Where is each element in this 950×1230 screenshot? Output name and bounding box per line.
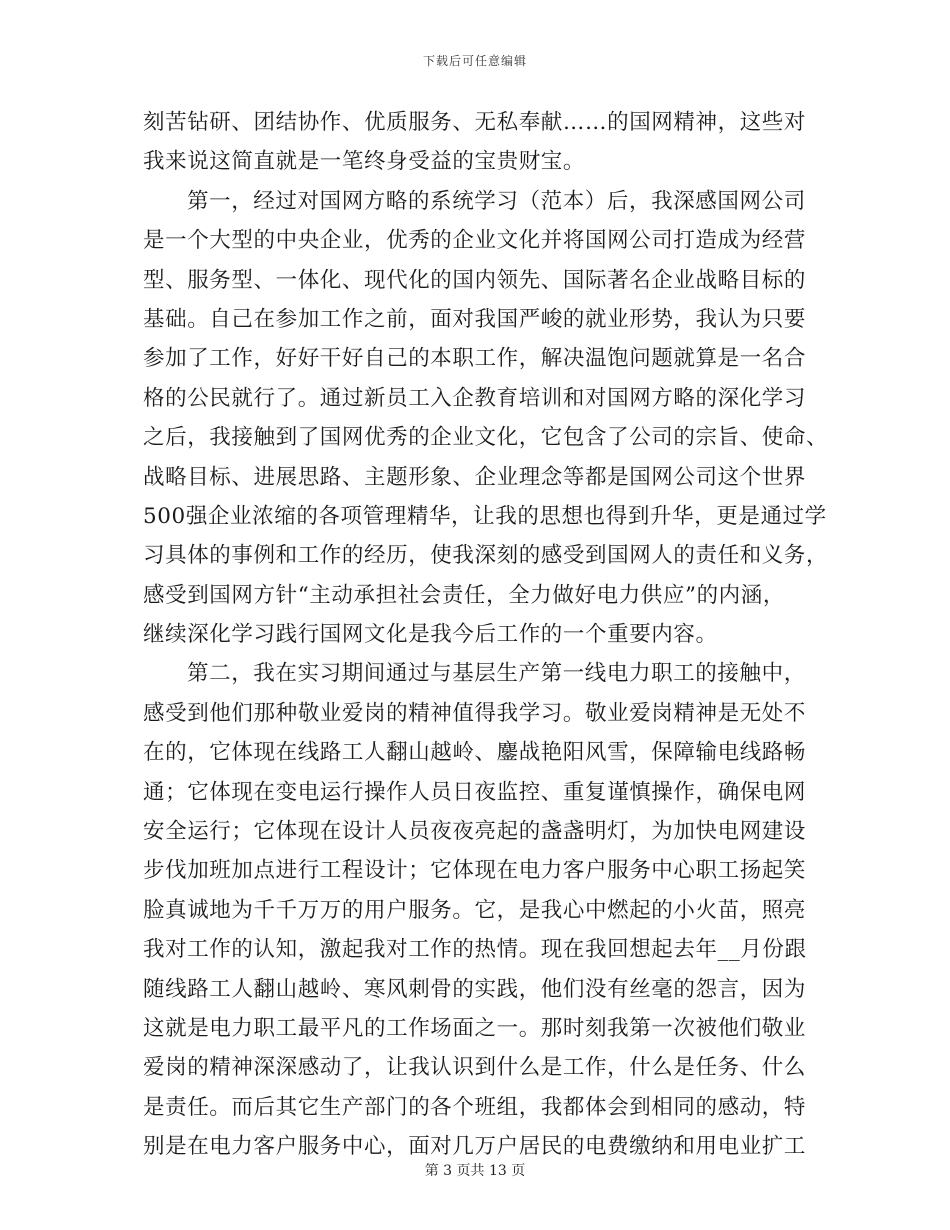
- paragraph-first-line: 第二，我在实习期间通过与基层生产第一线电力职工的接触中，: [187, 661, 806, 687]
- text-line: 参加了工作，好好干好自己的本职工作，解决温饱问题就算是一名合: [143, 346, 807, 372]
- page-header: 下载后可任意编辑: [422, 54, 527, 68]
- text-line: 500强企业浓缩的各项管理精华，让我的思想也得到升华，更是通过学: [143, 503, 827, 529]
- text-line: 继续深化学习践行国网文化是我今后工作的一个重要内容。: [143, 622, 718, 648]
- text-line: 安全运行；它体现在设计人员夜夜亮起的盏盏明灯，为加快电网建设: [143, 819, 807, 845]
- text-line: 别是在电力客户服务中心，面对几万户居民的电费缴纳和用电业扩工: [143, 1134, 807, 1160]
- text-line: 战略目标、进展思路、主题形象、企业理念等都是国网公司这个世界: [143, 464, 807, 490]
- text-line: 脸真诚地为千千万万的用户服务。它，是我心中燃起的小火苗，照亮: [143, 897, 807, 923]
- text-line: 是责任。而后其它生产部门的各个班组，我都体会到相同的感动，特: [143, 1094, 807, 1120]
- text-line: 这就是电力职工最平凡的工作场面之一。那时刻我第一次被他们敬业: [143, 1015, 807, 1041]
- text-line: 刻苦钻研、团结协作、优质服务、无私奉献……的国网精神，这些对: [143, 110, 807, 135]
- text-line: 格的公民就行了。通过新员工入企教育培训和对国网方略的深化学习: [143, 385, 807, 411]
- page-footer: 第 3 页共 13 页: [424, 1163, 526, 1179]
- text-line: 型、服务型、一体化、现代化的国内领先、国际著名企业战略目标的: [143, 267, 807, 293]
- text-line: 感受到国网方针“主动承担社会责任，全力做好电力供应”的内涵，: [143, 582, 785, 608]
- text-line: 爱岗的精神深深感动了，让我认识到什么是工作，什么是任务、什么: [143, 1055, 807, 1081]
- text-line: 通；它体现在变电运行操作人员日夜监控、重复谨慎操作，确保电网: [143, 779, 807, 805]
- document-body: [143, 103, 829, 1167]
- text-line: 我来说这简直就是一笔终身受益的宝贵财宝。: [143, 149, 586, 175]
- text-line: 随线路工人翻山越岭、寒风刺骨的实践，他们没有丝毫的怨言，因为: [143, 976, 807, 1002]
- text-line: 是一个大型的中央企业，优秀的企业文化并将国网公司打造成为经营: [143, 228, 807, 254]
- text-line: 感受到他们那种敬业爱岗的精神值得我学习。敬业爱岗精神是无处不: [143, 700, 807, 726]
- text-line: 之后，我接触到了国网优秀的企业文化，它包含了公司的宗旨、使命、: [143, 425, 829, 451]
- text-line: 步伐加班加点进行工程设计；它体现在电力客户服务中心职工扬起笑: [143, 858, 807, 884]
- text-line: 习具体的事例和工作的经历，使我深刻的感受到国网人的责任和义务，: [143, 543, 829, 569]
- text-line: 在的，它体现在线路工人翻山越岭、鏖战艳阳风雪，保障输电线路畅: [143, 740, 807, 766]
- text-line: 我对工作的认知，激起我对工作的热情。现在我回想起去年__月份跟: [143, 937, 807, 963]
- paragraph-first-line: 第一，经过对国网方略的系统学习（范本）后，我深感国网公司: [187, 188, 806, 214]
- text-line: 基础。自己在参加工作之前，面对我国严峻的就业形势，我认为只要: [143, 306, 807, 332]
